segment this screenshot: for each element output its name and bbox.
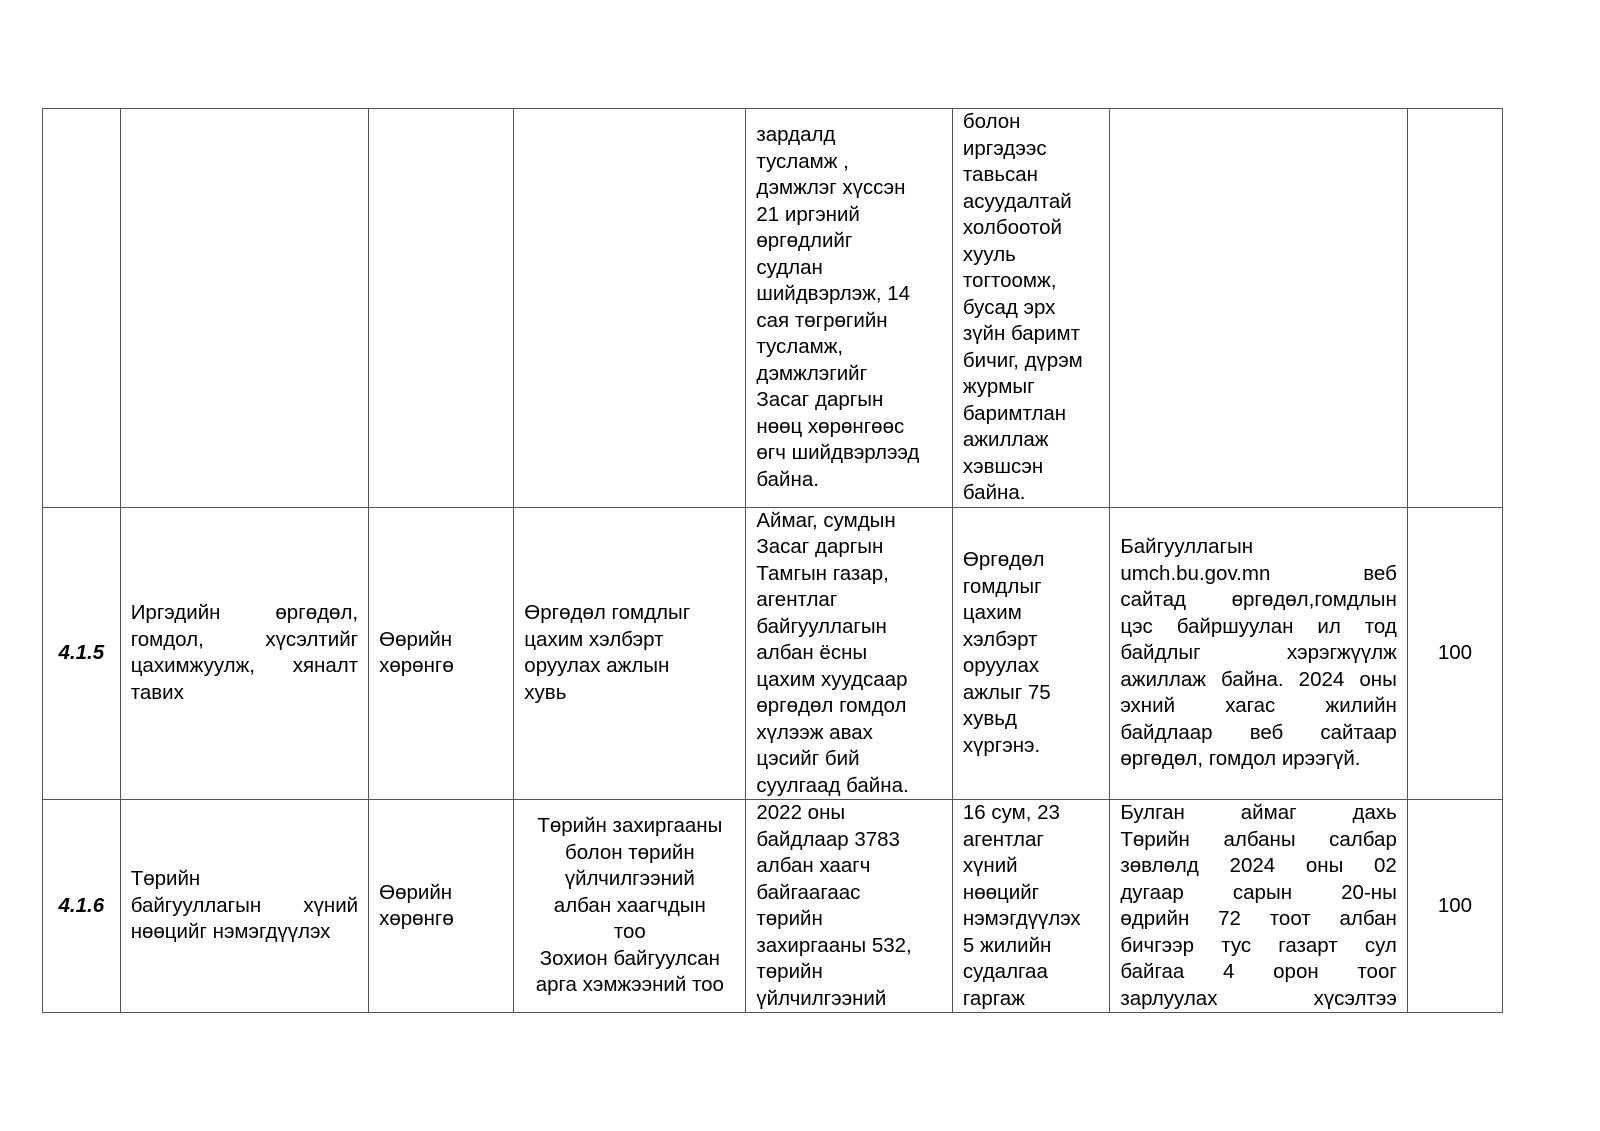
- table-row: [43, 507, 1503, 800]
- progress-line: зарлуулах хүсэлтээ: [1120, 986, 1397, 1010]
- row-number-cell: 4.1.6: [43, 800, 121, 1013]
- progress-line: Төрийн албаны салбар: [1120, 827, 1397, 851]
- progress-cell: [1110, 507, 1408, 800]
- indicator-cell: [514, 109, 746, 508]
- funding-source-cell: [369, 109, 514, 508]
- score-cell: 100: [1407, 800, 1502, 1013]
- activity-name-line: нөөцийг нэмэгдүүлэх: [130, 920, 331, 944]
- progress-line: Булган аймаг дахь: [1120, 801, 1397, 824]
- activity-name-line: цахимжуулж, хяналт: [130, 654, 359, 678]
- target-cell: Өргөдөл гомдлыг цахим хэлбэрт оруулах ажлыг 75 хувьд хүргэнэ.: [952, 507, 1109, 800]
- progress-line: өдрийн 72 тоот албан: [1120, 907, 1397, 930]
- baseline-cell: зардалд тусламж , дэмжлэг хүссэн 21 иргэний өргөдлийг судлан шийдвэрлэж, 14 сая төгрөгийн тусламж, дэмжлэгийг Засаг даргын нөөц хөрөнгөөс өгч шийдвэрлээд байна.: [746, 109, 953, 508]
- progress-line: бичгээр тус газарт сул: [1120, 933, 1397, 957]
- funding-source-cell: Өөрийн хөрөнгө: [369, 507, 514, 800]
- progress-line: зөвлөлд 2024 оны 02: [1120, 854, 1397, 877]
- progress-line: байдлаар веб сайтаар: [1120, 720, 1397, 744]
- row-number-cell: [43, 109, 121, 508]
- progress-line: ажиллаж байна. 2024 оны: [1120, 667, 1397, 691]
- progress-line: цэс байршуулан ил тод: [1120, 614, 1397, 638]
- funding-source-cell: Өөрийн хөрөнгө: [369, 800, 514, 1013]
- table-row: [43, 109, 1503, 508]
- activity-name-line: Иргэдийн өргөдөл,: [130, 601, 359, 625]
- indicator-cell: Төрийн захиргааны болон төрийн үйлчилгээний албан хаагчдын тоо Зохион байгуулсан арга хэмжээний тоо: [514, 800, 746, 1013]
- progress-line: өргөдөл, гомдол ирээгүй.: [1120, 747, 1361, 770]
- progress-line: эхний хагас жилийн: [1120, 694, 1397, 717]
- progress-cell: [1110, 109, 1408, 508]
- row-number-cell: 4.1.5: [43, 507, 121, 800]
- progress-line: Байгууллагын: [1120, 535, 1254, 558]
- activity-name-cell: [120, 109, 368, 508]
- activity-name-cell: [120, 800, 368, 1013]
- activity-name-cell: [120, 507, 368, 800]
- progress-line: дугаар сарын 20-ны: [1120, 880, 1397, 904]
- activity-name-line: байгууллагын хүний: [130, 893, 359, 917]
- target-cell: 16 сум, 23 агентлаг хүний нөөцийг нэмэгдүүлэх 5 жилийн судалгаа гаргаж: [952, 800, 1109, 1013]
- progress-cell: [1110, 800, 1408, 1013]
- score-cell: 100: [1407, 507, 1502, 800]
- baseline-cell: Аймаг, сумдын Засаг даргын Тамгын газар, агентлаг байгууллагын албан ёсны цахим хуудсаар өргөдөл гомдол хүлээж авах цэсийг бий суулгаад байна.: [746, 507, 953, 800]
- progress-line: umch.bu.gov.mn веб: [1120, 561, 1397, 585]
- target-cell: болон иргэдээс тавьсан асуудалтай холбоотой хууль тогтоомж, бусад эрх зүйн баримт бичиг, дүрэм журмыг баримтлан ажиллаж хэвшсэн байна.: [952, 109, 1109, 508]
- progress-line: байдлыг хэрэгжүүлж: [1120, 641, 1397, 664]
- progress-line: сайтад өргөдөл,гомдлын: [1120, 588, 1397, 611]
- activity-name-line: тавих: [130, 680, 184, 704]
- indicator-cell: Өргөдөл гомдлыг цахим хэлбэрт оруулах ажлын хувь: [514, 507, 746, 800]
- table-row: [43, 800, 1503, 1013]
- progress-line: байгаа 4 орон тоог: [1120, 960, 1397, 983]
- baseline-cell: 2022 оны байдлаар 3783 албан хаагч байгаагаас төрийн захиргааны 532, төрийн үйлчилгээний: [746, 800, 953, 1013]
- score-cell: [1407, 109, 1502, 508]
- activity-name-line: Төрийн: [130, 867, 201, 891]
- activity-name-line: гомдол, хүсэлтийг: [130, 627, 359, 651]
- plan-table: [42, 108, 1503, 1013]
